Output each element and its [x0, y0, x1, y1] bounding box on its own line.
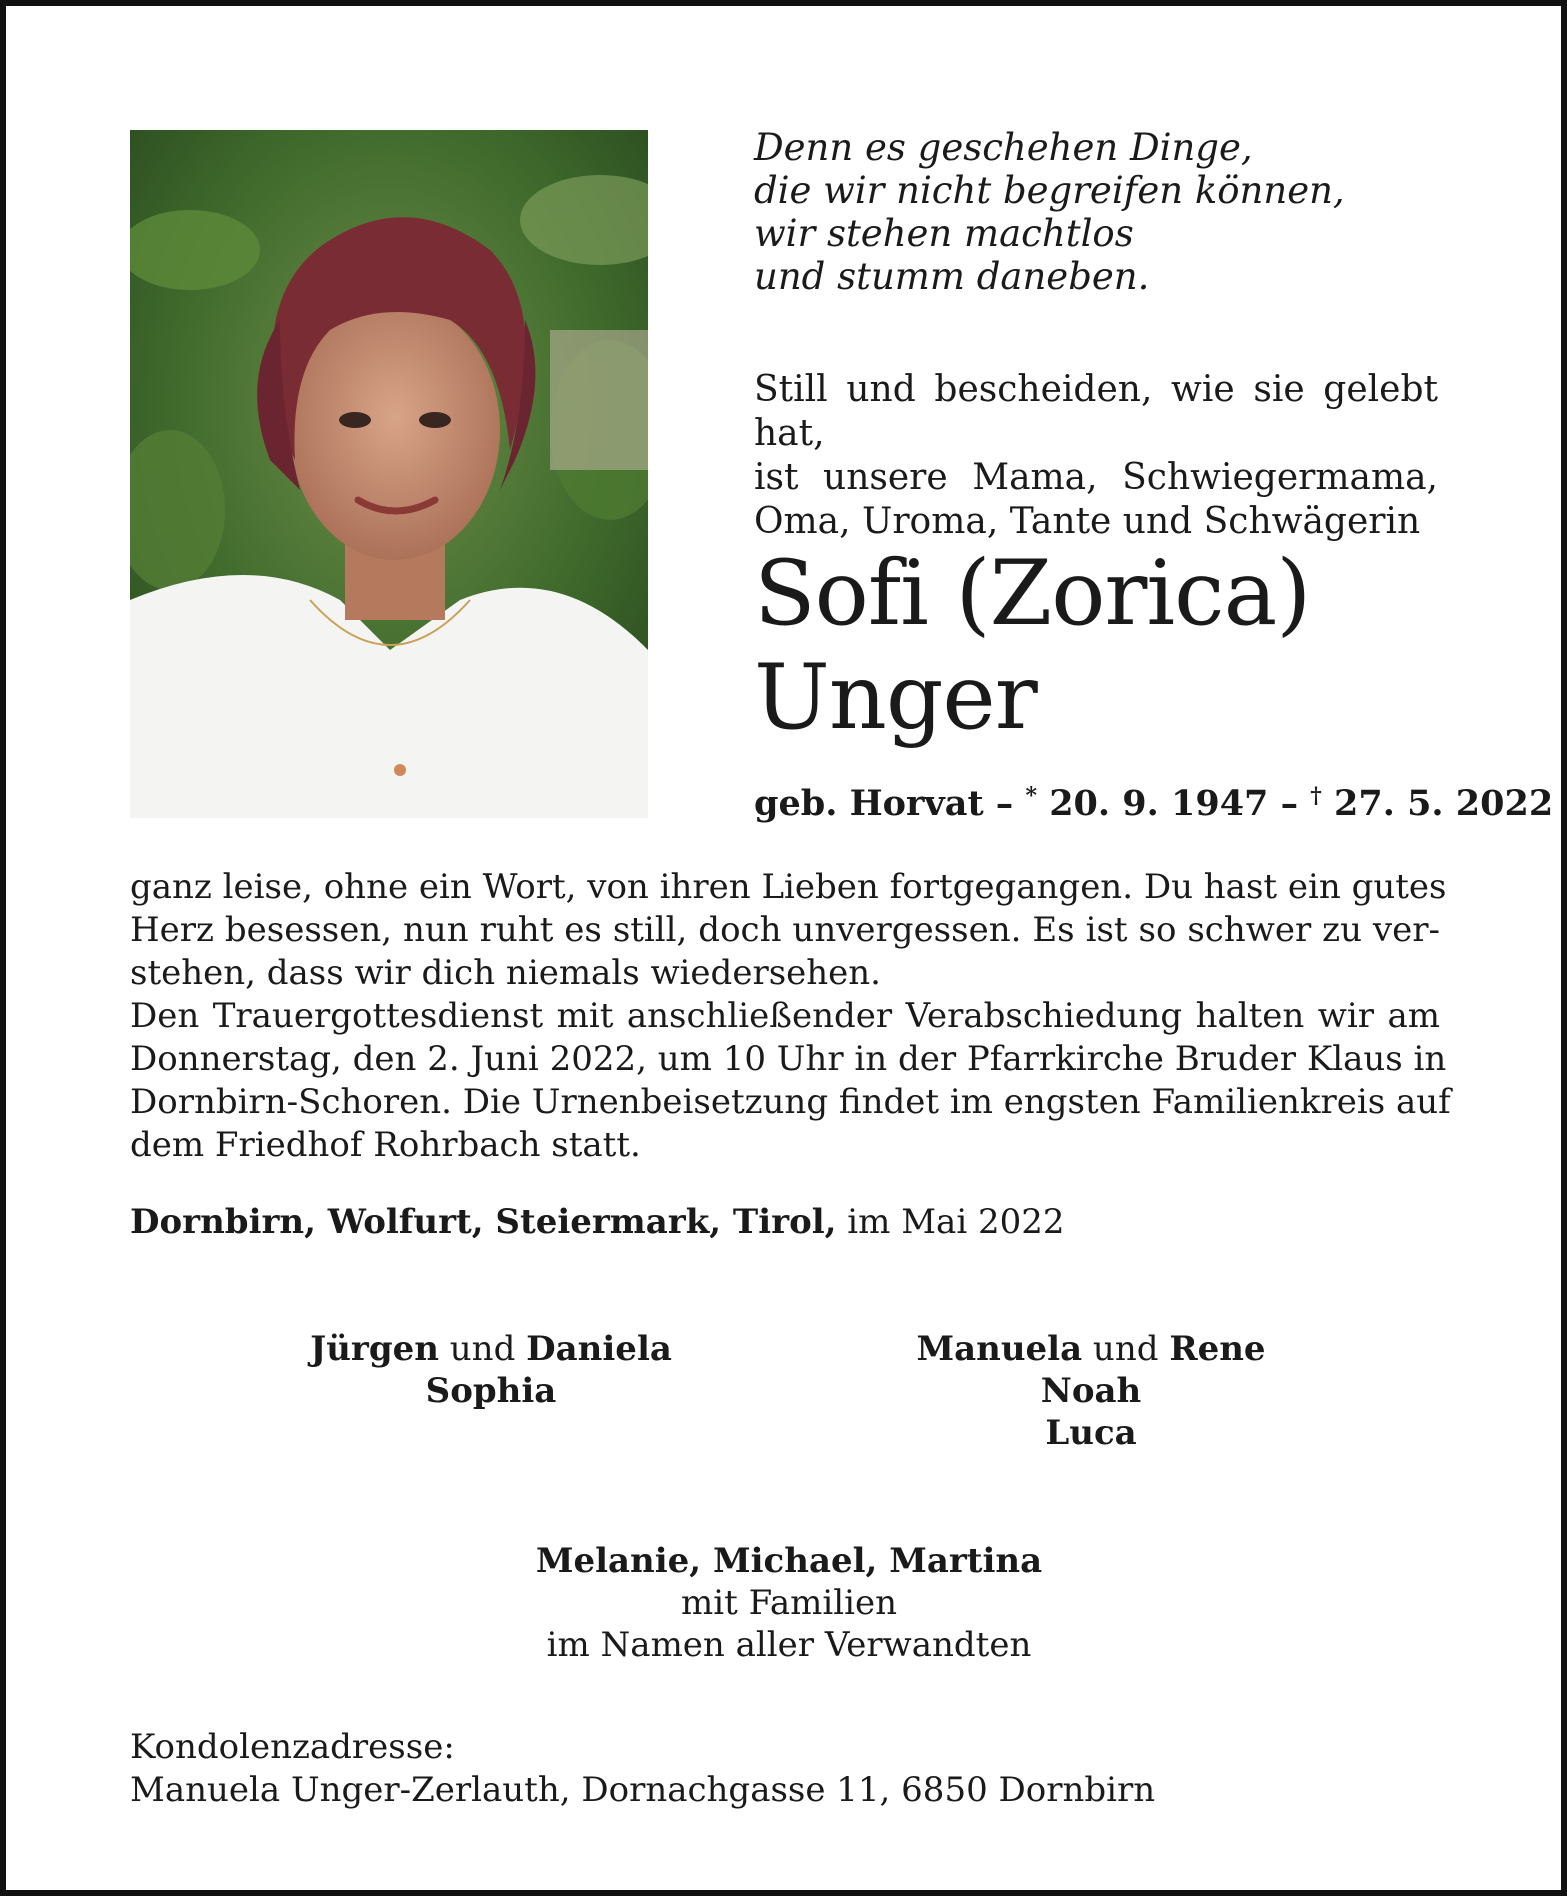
body-line: Herz besessen, nun ruht es still, doch unvergessen. Es ist so schwer zu ver-: [130, 910, 1440, 950]
condolence-address-text: Manuela Unger-Zerlauth, Dornachgasse 11, 6850 Dornbirn: [130, 1770, 1156, 1810]
deceased-name: [754, 542, 1310, 750]
family-child: Luca: [1045, 1413, 1137, 1453]
body-line: Den Trauergottesdienst mit anschließender Verabschiedung halten wir am: [130, 996, 1440, 1036]
deceased-name-line2: Unger: [754, 645, 1037, 750]
intro-line: Still und bescheiden, wie sie gelebt hat,: [754, 369, 1438, 454]
family-center: [439, 1540, 1139, 1666]
family-name: Manuela: [916, 1329, 1083, 1369]
intro-line: Oma, Uroma, Tante und Schwägerin: [754, 501, 1421, 542]
death-date: 27. 5. 2022: [1321, 783, 1554, 824]
conjunction: und: [438, 1329, 527, 1369]
family-name: Jürgen: [310, 1329, 439, 1369]
dash: –: [1268, 783, 1311, 824]
body-line: ganz leise, ohne ein Wort, von ihren Lieben fortgegangen. Du hast ein gutes: [130, 867, 1447, 907]
locations: Dornbirn, Wolfurt, Steiermark, Tirol,: [130, 1202, 837, 1242]
notice-date: im Mai 2022: [836, 1202, 1065, 1242]
family-names: Melanie, Michael, Martina: [535, 1541, 1043, 1581]
family-name: Rene: [1169, 1329, 1266, 1369]
body-text: [130, 866, 1451, 1167]
family-line: mit Familien: [680, 1583, 898, 1623]
family-right: [856, 1328, 1326, 1454]
body-line: dem Friedhof Rohrbach statt.: [130, 1125, 641, 1165]
birth-symbol: *: [1025, 783, 1038, 809]
deceased-name-line1: Sofi (Zorica): [754, 541, 1311, 646]
intro-line: ist unsere Mama, Schwiegermama,: [754, 457, 1438, 498]
death-symbol: †: [1310, 783, 1322, 809]
poem-line: wir stehen machtlos: [754, 212, 1134, 255]
maiden-name: geb. Horvat: [754, 783, 984, 824]
poem-line: Denn es geschehen Dinge,: [754, 126, 1253, 169]
family-line: im Namen aller Verwandten: [546, 1625, 1032, 1665]
intro-text: [754, 368, 1438, 544]
family-name: Daniela: [526, 1329, 672, 1369]
body-line: Dornbirn-Schoren. Die Urnenbeisetzung findet im engsten Familienkreis auf: [130, 1082, 1451, 1122]
poem-line: und stumm daneben.: [754, 255, 1150, 298]
condolence-label: Kondolenzadresse:: [130, 1727, 455, 1767]
poem-line: die wir nicht begreifen können,: [754, 169, 1345, 212]
condolence-address: [130, 1726, 1155, 1812]
birth-date: 20. 9. 1947: [1037, 783, 1269, 824]
place-and-date: [130, 1202, 1065, 1242]
life-dates: [754, 783, 1553, 824]
portrait-photo: [130, 130, 648, 818]
poem: [754, 126, 1474, 298]
body-line: Donnerstag, den 2. Juni 2022, um 10 Uhr in der Pfarrkirche Bruder Klaus in: [130, 1039, 1447, 1079]
family-child: Noah: [1040, 1371, 1142, 1411]
conjunction: und: [1082, 1329, 1170, 1369]
family-left: [256, 1328, 726, 1412]
portrait-photo-icon: [130, 130, 648, 818]
dash: –: [983, 783, 1026, 824]
body-line: stehen, dass wir dich niemals wiedersehen.: [130, 953, 881, 993]
family-child: Sophia: [425, 1371, 557, 1411]
